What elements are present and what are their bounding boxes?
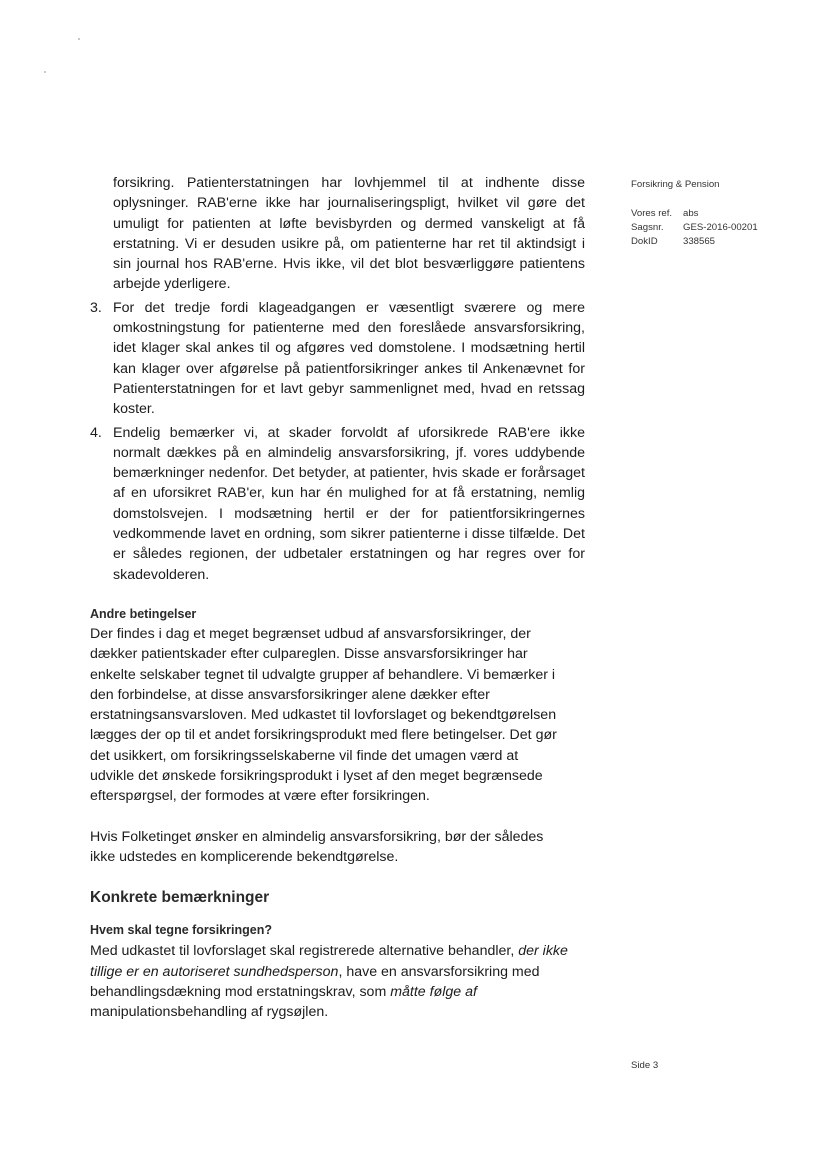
list-item (90, 298, 585, 420)
sidebar-info (631, 178, 758, 249)
main-text (90, 173, 585, 1022)
ref-row (631, 207, 758, 221)
subsection-heading: Hvem skal tegne forsikringen? (90, 923, 273, 938)
text-run: manipulationsbehandling af rygsøjlen. (90, 1004, 329, 1021)
italic-text: måtte følge af (390, 983, 477, 1000)
numbered-list (90, 298, 585, 585)
text-run: Med udkastet til lovforslaget skal registrerede alternative behandler, (90, 943, 519, 960)
doc-id-value: 338565 (683, 236, 716, 247)
paragraph (90, 941, 585, 1022)
italic-text: der ikke tillige er en autoriseret sundhedsperson (90, 943, 568, 980)
paragraph: Der findes i dag et meget begrænset udbud af ansvarsforsikringer, der dækker patientskader efter culpareglen. Disse ansvarsforsikringer har enkelte selskaber tegnet til udvalgte grupper af behandlere. Vi bemærker i den forbindelse, at disse ansvarsforsikringer alene dækker efter erstatningsansvarsloven. Med udkastet til lovforslaget og bekendtgørelsen lægges der op til et andet forsikringsprodukt med flere betingelser. Det gør det usikkert, om forsikringsselskaberne vil finde det umagen værd at udvikle det ønskede forsikringsprodukt i lyset af den meget begrænsede efterspørgsel, der formodes at være efter forsikringen. (90, 625, 557, 805)
continuation-paragraph: forsikring. Patienterstatningen har lovhjemmel til at indhente disse oplysninger. RAB'erne ikke har journaliseringspligt, hvilket vil gøre det umuligt for patienten at løfte bevisbyrden og dermed vanskeligt at få erstatning. Vi er desuden usikre på, om patienterne har ret til aktindsigt i sin journal hos RAB'erne. Hvis ikke, vil det blot besværliggøre patientens arbejde yderligere. (113, 175, 585, 293)
case-number-label: Sagsnr. (631, 222, 664, 233)
list-item-number: 3. (90, 299, 102, 316)
sidebar-org: Forsikring & Pension (631, 179, 720, 190)
page-number: Side 3 (631, 1060, 659, 1071)
paragraph: Hvis Folketinget ønsker en almindelig ansvarsforsikring, bør der således ikke udstedes en komplicerende bekendtgørelse. (90, 828, 544, 865)
ref-value: abs (683, 208, 699, 219)
case-number-row (631, 221, 758, 235)
scan-speck (44, 71, 46, 73)
list-item (90, 423, 585, 585)
scan-speck (78, 38, 80, 40)
section-heading-konkrete: Konkrete bemærkninger (90, 889, 270, 907)
doc-id-label: DokID (631, 236, 658, 247)
ref-label: Vores ref. (631, 208, 673, 219)
text-run: , have en ansvarsforsikring med behandlingsdækning mod erstatningskrav, som (90, 963, 540, 1000)
list-item-text: Endelig bemærker vi, at skader forvoldt af uforsikrede RAB'ere ikke normalt dækkes på en almindelig ansvarsforsikring, jf. vores uddybende bemærkninger nedenfor. Det betyder, at patienter, hvis skade er forårsaget af en uforsikret RAB'er, kun har én mulighed for at få erstatning, nemlig domstolsvejen. I modsætning hertil er der for patientforsikringernes vedkommende lavet en ordning, som sikrer patienterne i disse tilfælde. Det er således regionen, der udbetaler erstatningen og har regres over for skadevolderen. (113, 424, 585, 583)
case-number-value: GES-2016-00201 (683, 222, 758, 233)
doc-id-row (631, 235, 758, 249)
list-item-text: For det tredje fordi klageadgangen er væsentligt sværere og mere omkostningstung for patienterne med den foreslåede ansvarsforsikring, idet klager skal ankes til og afgøres ved domstolene. I modsætning hertil kan klager over afgørelse på patientforsikringer ankes til Ankenævnet for Patienterstatningen for et lavt gebyr sammenlignet med, hvad en retssag koster. (113, 299, 585, 418)
list-item-number: 4. (90, 424, 102, 441)
section-heading-andre: Andre betingelser (90, 606, 197, 621)
